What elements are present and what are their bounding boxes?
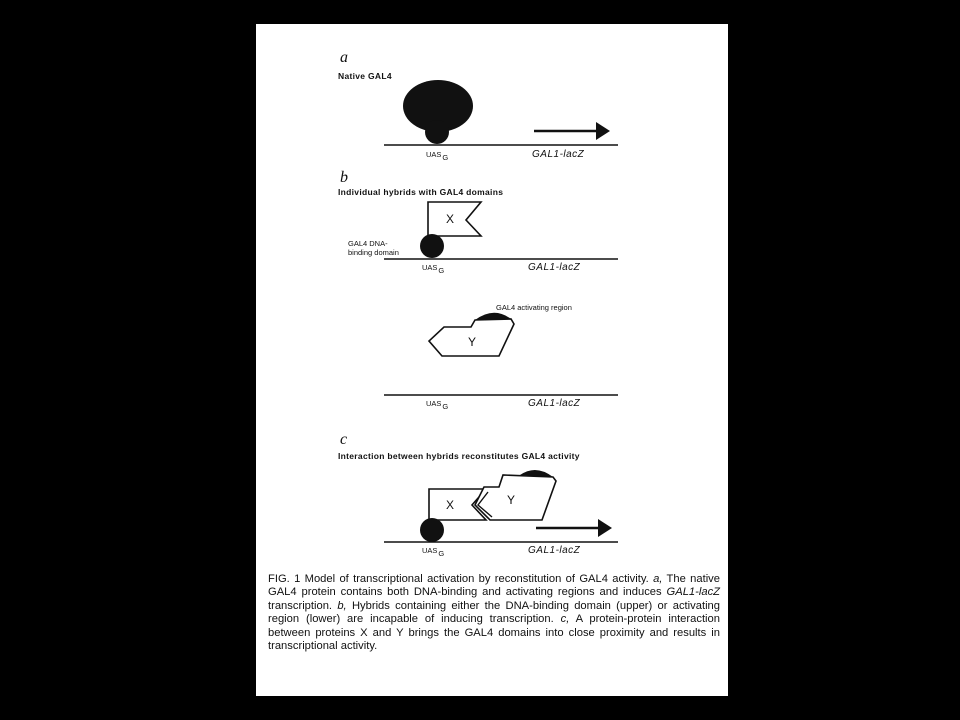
dna-binding-domain-circle [420, 234, 444, 258]
panel-c-letter: c [340, 431, 348, 448]
dna-binding-label-line2: binding domain [348, 248, 399, 257]
figure-caption [268, 573, 720, 653]
caption-part-c-letter: c, [560, 613, 570, 626]
panel-b-upper-gene: GAL1-lacZ [528, 262, 581, 273]
panel-c-dna-binding-domain [420, 518, 444, 542]
activating-region-label: GAL4 activating region [496, 303, 572, 312]
caption-part-a-end: transcription. [268, 599, 333, 612]
caption-part-a-gene: GAL1-lacZ [666, 586, 720, 599]
panel-a-uas: UASG [426, 150, 449, 162]
caption-part-a-letter: a, [653, 573, 663, 585]
protein-x-flag [428, 202, 481, 236]
protein-x-label: X [446, 212, 455, 226]
caption-title: Model of transcriptional activation by reconstitution of GAL4 activity. [304, 573, 649, 585]
panel-b-lower-uas: UASG [426, 399, 449, 411]
panel-a-letter: a [340, 49, 348, 66]
panel-c-protein-y-label: Y [507, 493, 516, 507]
panel-c-protein-x-label: X [446, 498, 455, 512]
panel-c-transcription-arrowhead [598, 519, 612, 537]
caption-part-c-text: A protein-protein interaction between proteins X and Y brings the GAL4 domains into close proximity and results in transcriptional activity. [268, 613, 720, 653]
panel-c-gene: GAL1-lacZ [528, 545, 581, 556]
panel-b-upper-uas: UASG [422, 263, 445, 275]
caption-fig-label: FIG. 1 [268, 573, 301, 585]
dna-binding-label-line1: GAL4 DNA- [348, 239, 388, 248]
panel-a-heading: Native GAL4 [338, 71, 392, 81]
protein-y-label: Y [468, 335, 477, 349]
panel-b-letter: b [340, 169, 348, 186]
panel-b-lower-gene: GAL1-lacZ [528, 398, 581, 409]
figure-page [256, 24, 728, 696]
panel-b-heading: Individual hybrids with GAL4 domains [338, 187, 504, 197]
gal4-dna-binding-domain [425, 120, 449, 144]
caption-part-b-text: Hybrids containing either the DNA-binding domain (upper) or activating region (lower) are incapable of inducing transcription. [268, 599, 721, 626]
panel-c-heading: Interaction between hybrids reconstitutes GAL4 activity [338, 451, 580, 461]
panel-a-gene: GAL1-lacZ [532, 149, 585, 160]
caption-part-a-text: The native GAL4 protein contains both DNA-binding and activating regions and induces [268, 573, 720, 599]
caption-part-b-letter: b, [337, 599, 347, 612]
panel-c-uas: UASG [422, 546, 445, 558]
gal4-diagram [256, 24, 728, 572]
panel-a-transcription-arrowhead [596, 122, 610, 140]
